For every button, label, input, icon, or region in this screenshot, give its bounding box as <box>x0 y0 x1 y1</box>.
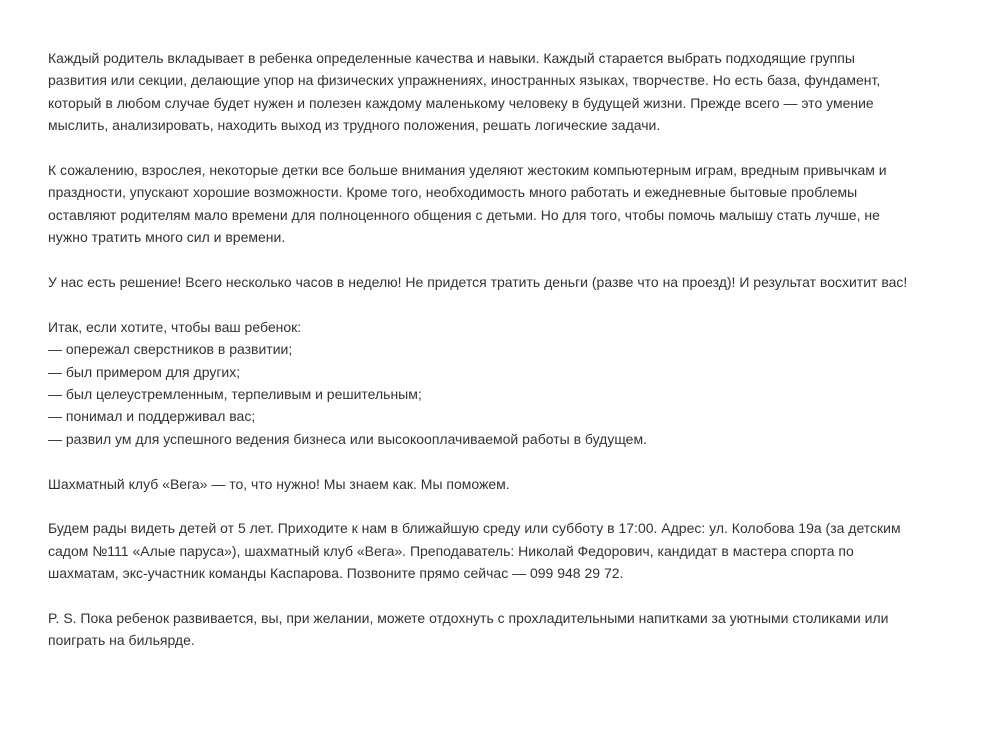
benefits-list <box>48 316 948 450</box>
paragraph-intro: Каждый родитель вкладывает в ребенка определенные качества и навыки. Каждый старается выбрать подходящие группы развития или секции, делающие упор на физических упражнениях, иностранных языках, творчестве. Но есть база, фундамент, который в любом случае будет нужен и полезен каждому маленькому человеку в будущей жизни. Прежде всего — это умение мыслить, анализировать, находить выход из трудного положения, решать логические задачи. <box>48 50 881 134</box>
article-body <box>48 47 948 674</box>
list-item: — понимал и поддерживал вас; <box>48 408 256 425</box>
paragraph-solution: У нас есть решение! Всего несколько часов в неделю! Не придется тратить деньги (разве что на проезд)! И результат восхитит вас! <box>48 274 908 291</box>
paragraph-problem: К сожалению, взрослея, некоторые детки все больше внимания уделяют жестоким компьютерным играм, вредным привычкам и праздности, упускают хорошие возможности. Кроме того, необходимость много работать и ежедневные бытовые проблемы оставляют родителям мало времени для полноценного общения с детьми. Но для того, чтобы помочь малышу стать лучше, не нужно тратить много сил и времени. <box>48 162 887 246</box>
paragraph-club: Шахматный клуб «Вега» — то, что нужно! Мы знаем как. Мы поможем. <box>48 475 510 492</box>
paragraph-contact: Будем рады видеть детей от 5 лет. Приходите к нам в ближайшую среду или субботу в 17:00. Адрес: ул. Колобова 19а (за детским садом №111 «Алые паруса»), шахматный клуб «Вега». Преподаватель: Николай Федорович, кандидат в мастера спорта по шахматам, экс-участник команды Каспарова. Позвоните прямо сейчас — 099 948 29 72. <box>48 520 901 582</box>
list-item: — был примером для других; <box>48 363 241 380</box>
list-intro: Итак, если хотите, чтобы ваш ребенок: <box>48 318 302 335</box>
list-item: — был целеустремленным, терпеливым и решительным; <box>48 386 422 403</box>
paragraph-postscript: P. S. Пока ребенок развивается, вы, при желании, можете отдохнуть с прохладительными напитками за уютными столиками или поиграть на бильярде. <box>48 610 889 649</box>
list-item: — развил ум для успешного ведения бизнеса или высокооплачиваемой работы в будущем. <box>48 430 647 447</box>
list-item: — опережал сверстников в развитии; <box>48 341 293 358</box>
